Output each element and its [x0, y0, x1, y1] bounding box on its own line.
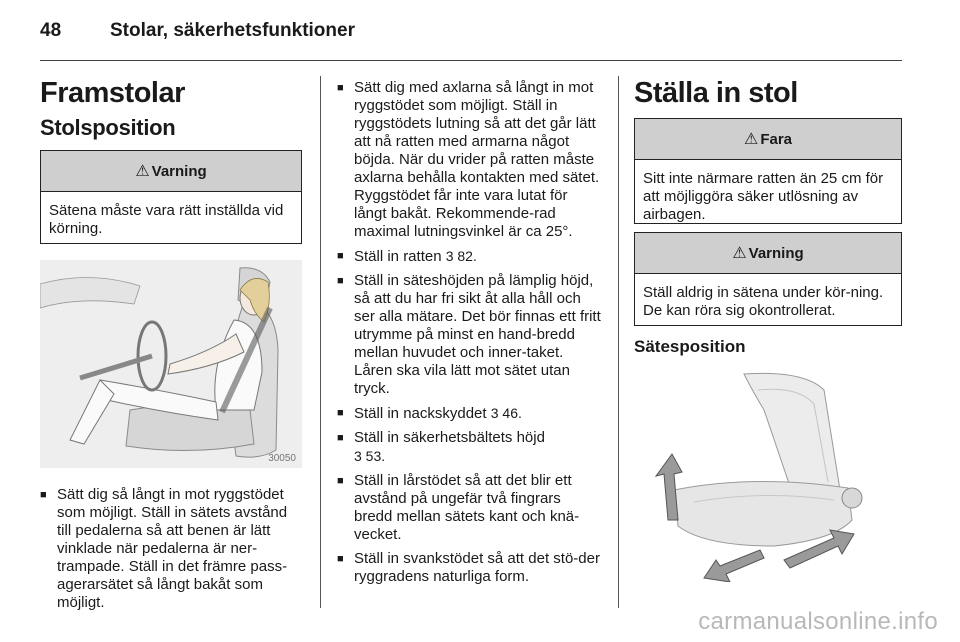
page-reference: 3 53.	[354, 448, 386, 464]
warning-box-header	[635, 233, 901, 274]
list-item-text: Ställ in säteshöjden på lämplig höjd, så att du har fri sikt åt alla håll och ser alla mätare. Det bör finnas ett fritt utrymme på minst en hand-bredd mellan huvudet och inner-taket. Låren ska vila lätt mot sätet utan tryck.	[354, 272, 601, 397]
warning-text: Sätena måste vara rätt inställda vid körning.	[49, 202, 284, 237]
watermark: carmanualsonline.info	[698, 608, 938, 635]
list-item-text: Sätt dig med axlarna så långt in mot ryggstödet som möjligt. Ställ in ryggstödets lutning så att det går lätt att nå ratten med armarna något böjda. När du vrider på ratten måste axlarna behålla kontakten med sätet. Ryggstödet får inte vara lutat för långt bakåt. Rekommende-rad maximal lutningsvinkel är ca 25°.	[354, 79, 600, 240]
warning-triangle-icon: ⚠	[743, 131, 759, 148]
list-item: ■ Sätt dig så långt in mot ryggstödet som möjligt. Ställ in sätets avstånd till pedalerna så att benen är lätt vinklade när pedalerna är ner-trampade. Ställ in det främre pass-agerarsätet så långt bakåt som möjligt.	[40, 486, 302, 612]
danger-box	[634, 118, 902, 224]
column-1	[40, 68, 302, 618]
warning-box	[634, 232, 902, 326]
danger-title: Fara	[760, 130, 793, 148]
driver-seating-illustration	[40, 260, 302, 468]
warning-triangle-icon: ⚠	[135, 163, 150, 180]
section-subheading: Sätesposition	[634, 337, 746, 356]
section-heading: Framstolar	[40, 77, 185, 109]
list-item-text: Ställ in ratten	[354, 248, 446, 265]
list-item	[337, 247, 603, 266]
warning-title: Varning	[151, 162, 207, 180]
warning-text: Ställ aldrig in sätena under kör-ning. De kan röra sig okontrollerat.	[643, 284, 884, 319]
bullet-list	[40, 486, 302, 612]
list-item	[337, 404, 603, 423]
danger-text: Sitt inte närmare ratten än 25 cm för att möjliggöra säker utlösning av airbagen.	[643, 170, 884, 223]
page-reference: 3 82.	[445, 248, 477, 264]
list-item	[337, 79, 603, 241]
page-number: 48	[40, 20, 62, 41]
seat-adjustment-figure	[634, 370, 900, 582]
driver-seated-figure	[40, 260, 302, 468]
warning-triangle-icon: ⚠	[732, 245, 747, 262]
column-2	[337, 79, 603, 592]
danger-box-header	[635, 119, 901, 160]
list-item	[337, 272, 603, 398]
figure-code: 30050	[268, 453, 296, 464]
warning-box-header	[41, 151, 301, 192]
list-item	[337, 550, 603, 586]
list-item-text: Ställ in nackskyddet	[354, 405, 491, 422]
bullet-list	[337, 79, 603, 586]
section-subheading: Stolsposition	[40, 115, 176, 140]
section-heading: Ställa in stol	[634, 77, 798, 109]
warning-title: Varning	[748, 244, 804, 262]
page-reference: 3 46.	[490, 405, 522, 421]
column-divider-1	[320, 76, 321, 608]
list-item	[337, 472, 603, 544]
list-item-text: Ställ in säkerhetsbältets höjd	[354, 429, 545, 446]
list-item-text: Ställ in lårstödet så att det blir ett avstånd på ungefär två fingrars bredd mellan sätets kant och knä-vecket.	[354, 472, 580, 543]
column-3	[634, 68, 902, 582]
page-title: Stolar, säkerhetsfunktioner	[110, 20, 355, 41]
list-item-text: Ställ in svankstödet så att det stö-der ryggradens naturliga form.	[354, 550, 600, 585]
seat-adjustment-illustration	[634, 370, 900, 582]
header-rule	[40, 60, 902, 61]
list-item	[337, 429, 603, 466]
column-divider-2	[618, 76, 619, 608]
warning-box	[40, 150, 302, 244]
